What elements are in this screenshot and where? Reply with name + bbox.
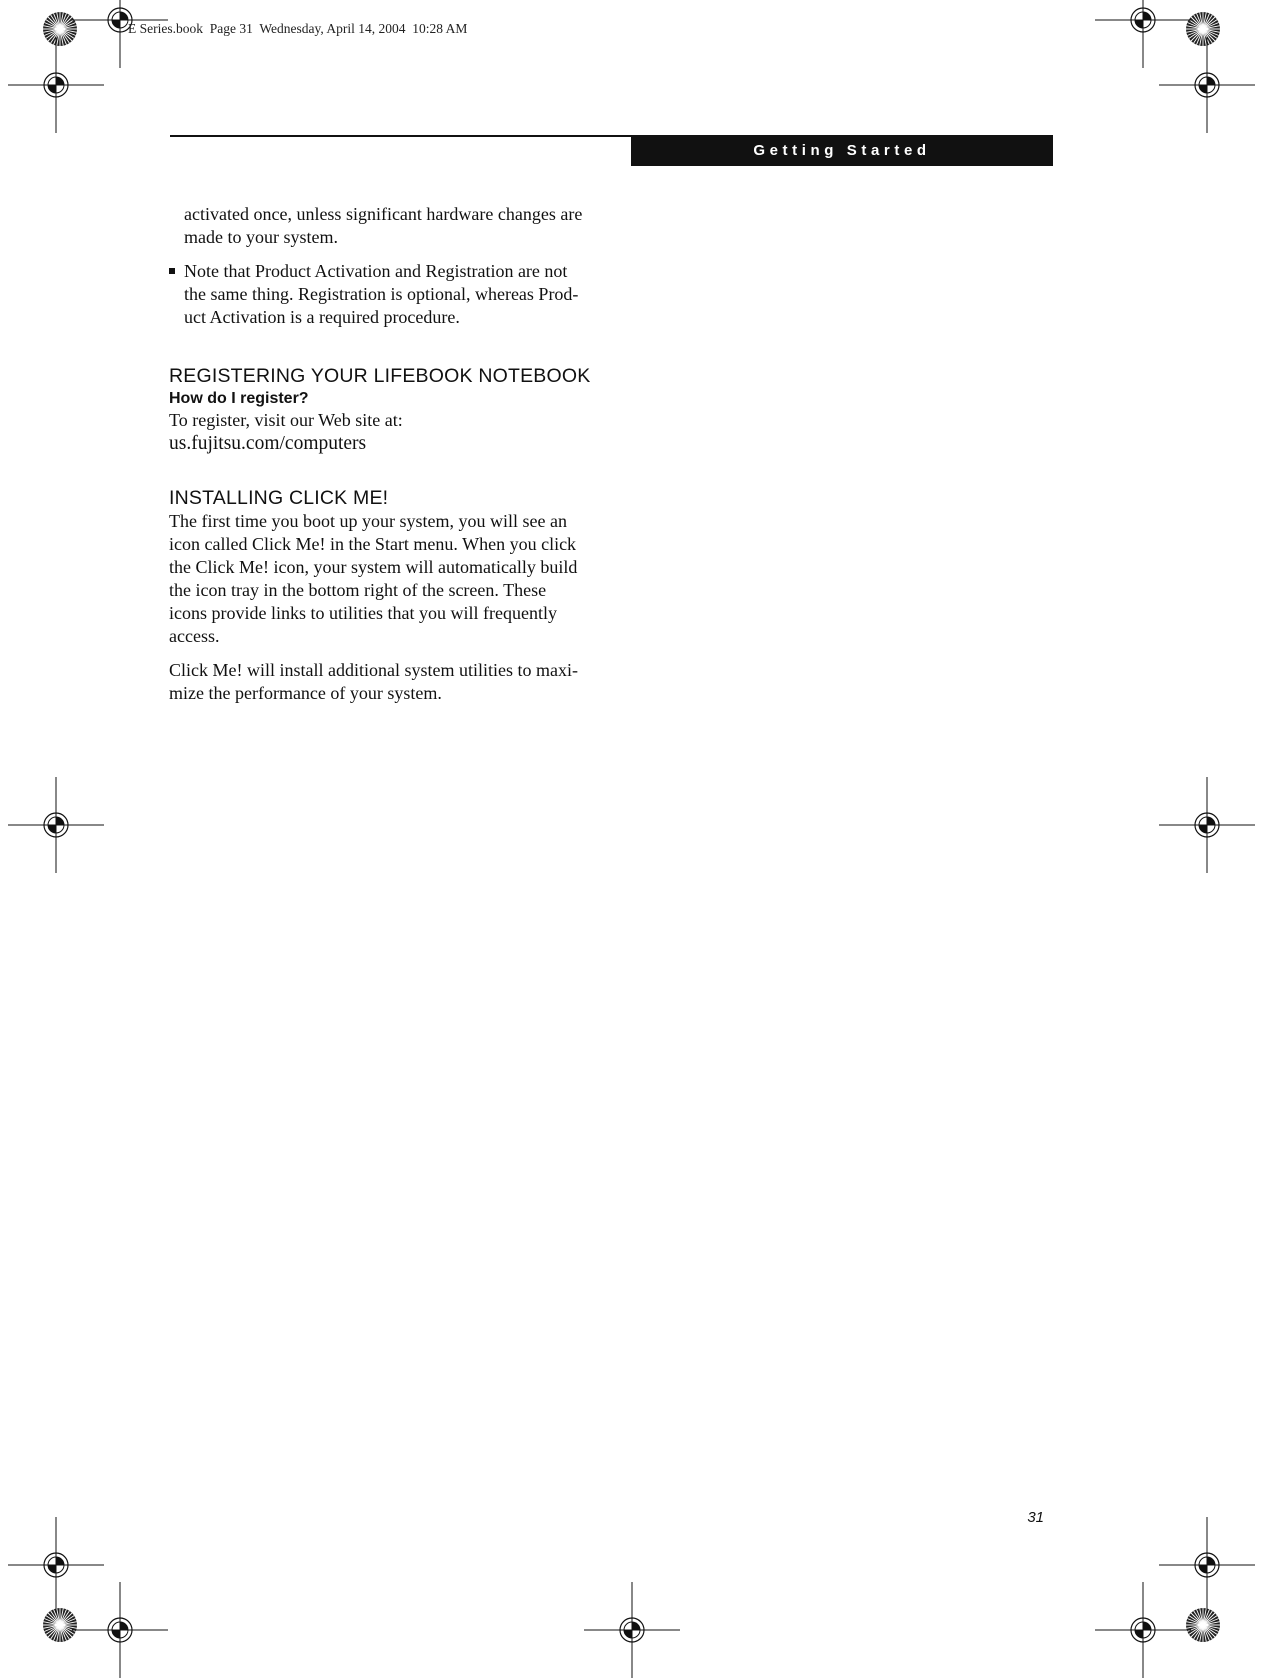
registration-mark-bottom-right xyxy=(1093,1580,1193,1680)
registration-mark-left-upper xyxy=(6,35,106,135)
section-header xyxy=(631,135,1053,166)
bullet-square-icon xyxy=(169,268,175,274)
registration-mark-right-middle xyxy=(1157,775,1257,875)
text-line: made to your system. xyxy=(184,227,338,247)
section-header-title: Getting Started xyxy=(753,142,931,159)
text-line: activated once, unless significant hardware changes are xyxy=(184,204,583,224)
main-column xyxy=(169,203,593,705)
text-line: the same thing. Registration is optional, whereas Prod- xyxy=(184,284,579,304)
page-number: 31 xyxy=(1027,1509,1044,1526)
bullet-item xyxy=(169,260,593,329)
register-text: To register, visit our Web site at: xyxy=(169,410,403,430)
clickme-paragraph-2 xyxy=(169,659,593,705)
registration-mark-bottom-left xyxy=(70,1580,170,1680)
text-line: The first time you boot up your system, you will see an xyxy=(169,511,567,531)
text-line: icon called Click Me! in the Start menu. When you click xyxy=(169,534,577,554)
text-line: uct Activation is a required procedure. xyxy=(184,307,460,327)
registration-mark-bottom-center xyxy=(582,1580,682,1680)
register-heading: REGISTERING YOUR LIFEBOOK NOTEBOOK xyxy=(169,365,591,387)
register-url-link[interactable]: us.fujitsu.com/computers xyxy=(169,433,367,454)
registration-mark-right-upper xyxy=(1157,35,1257,135)
intro-paragraph xyxy=(169,203,593,249)
register-subheading: How do I register? xyxy=(169,390,309,407)
clickme-paragraph-1 xyxy=(169,510,593,648)
text-line: the Click Me! icon, your system will automatically build xyxy=(169,557,578,577)
text-line: access. xyxy=(169,626,220,646)
header-rule xyxy=(170,135,632,137)
clickme-heading: INSTALLING CLICK ME! xyxy=(169,487,389,509)
text-line: icons provide links to utilities that you will frequently xyxy=(169,603,557,623)
text-line: mize the performance of your system. xyxy=(169,683,442,703)
text-line: Note that Product Activation and Registration are not xyxy=(184,261,568,281)
text-line: the icon tray in the bottom right of the screen. These xyxy=(169,580,547,600)
registration-mark-left-middle xyxy=(6,775,106,875)
text-line: Click Me! will install additional system utilities to maxi- xyxy=(169,660,578,680)
print-slug: E Series.book Page 31 Wednesday, April 14, 2004 10:28 AM xyxy=(128,21,468,36)
